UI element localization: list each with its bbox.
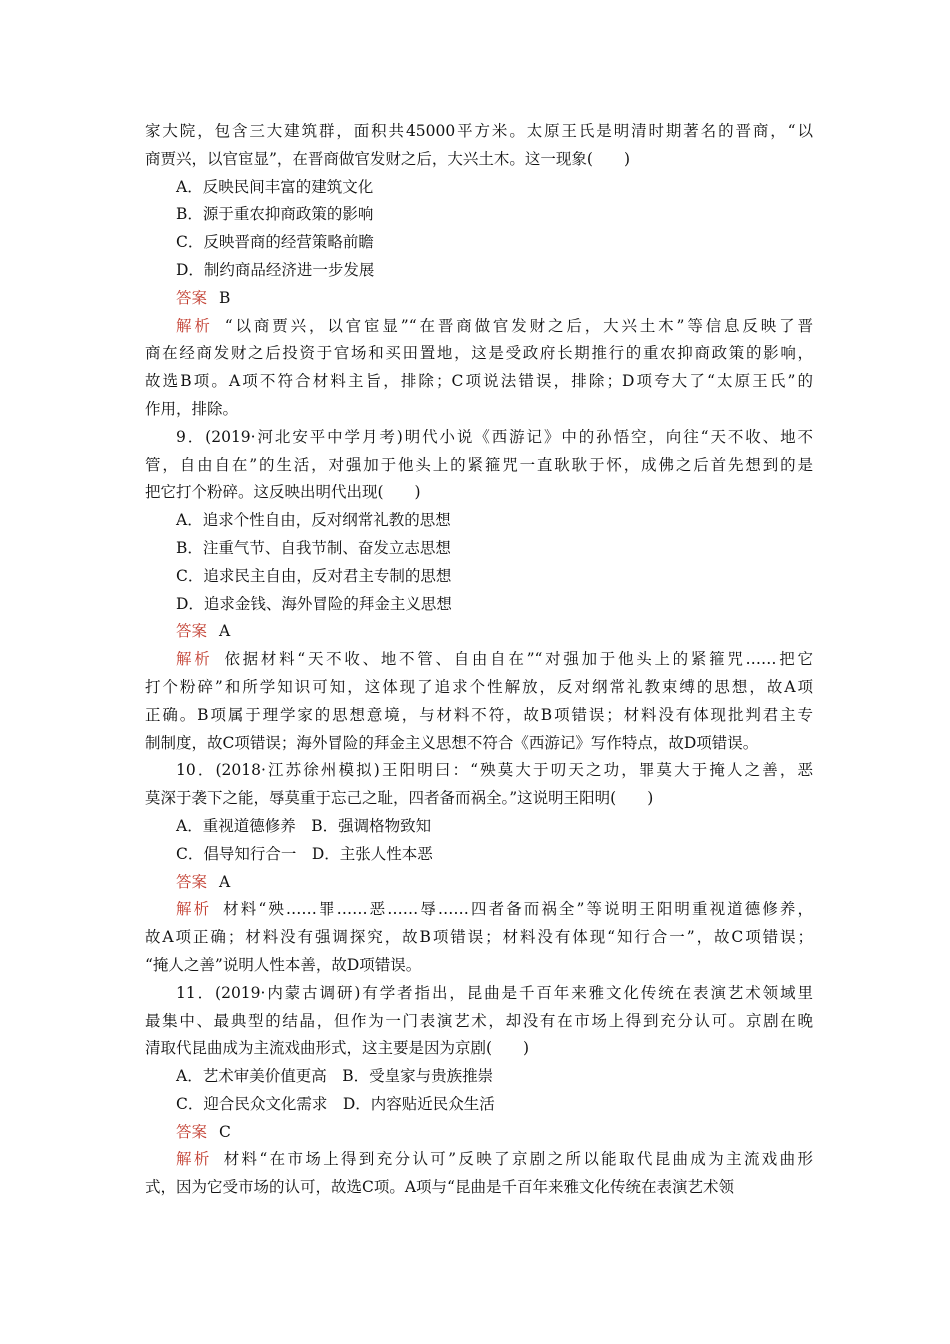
question-continuation: 最集中、最典型的结晶，但作为一门表演艺术，却没有在市场上得到充分认可。京剧在晚	[145, 1011, 813, 1030]
answer-option: A．追求个性自由，反对纲常礼教的思想	[176, 511, 451, 530]
analysis-continuation: 故选B项。A项不符合材料主旨，排除；C项说法错误，排除；D项夸大了“太原王氏”的	[145, 372, 813, 391]
analysis-line	[145, 646, 813, 674]
answer-option: A．艺术审美价值更高 B．受皇家与贵族推崇	[176, 1067, 494, 1086]
answer-line	[145, 285, 813, 313]
answer-option: C．迎合民众文化需求 D．内容贴近民众生活	[176, 1094, 495, 1113]
answer-label: 答案	[176, 288, 208, 307]
analysis-text: 材料“在市场上得到充分认可”反映了京剧之所以能取代昆曲成为主流戏曲形	[223, 1150, 813, 1169]
answer-option: C．反映晋商的经营策略前瞻	[176, 233, 374, 252]
analysis-continuation: 商在经商发财之后投资于官场和买田置地，这是受政府长期推行的重农抑商政策的影响，	[145, 344, 813, 363]
question-stem: 9．(2019·河北安平中学月考)明代小说《西游记》中的孙悟空，向往“天不收、地不	[176, 427, 813, 446]
analysis-line	[145, 896, 813, 924]
answer-value: C	[219, 1122, 231, 1141]
question-continuation: 把它打个粉碎。这反映出明代出现( )	[145, 483, 421, 502]
paragraph-line: 家大院，包含三大建筑群，面积共45000平方米。太原王氏是明清时期著名的晋商，“以	[145, 122, 813, 140]
answer-line	[145, 869, 813, 897]
analysis-line	[145, 313, 813, 341]
answer-option: B．源于重农抑商政策的影响	[176, 205, 374, 224]
answer-value: A	[219, 872, 231, 891]
analysis-continuation: 正确。B项属于理学家的思想意境，与材料不符，故B项错误；材料没有体现批判君主专	[145, 705, 813, 724]
answer-option: C．追求民主自由，反对君主专制的思想	[176, 566, 452, 585]
analysis-continuation: 故A项正确；材料没有强调探究，故B项错误；材料没有体现“知行合一”，故C项错误；	[145, 928, 813, 947]
answer-label: 答案	[176, 872, 208, 891]
answer-line	[145, 1119, 813, 1147]
answer-option: D．追求金钱、海外冒险的拜金主义思想	[176, 594, 452, 613]
question-stem: 10．(2018·江苏徐州模拟)王阳明曰：“殃莫大于叨天之功，罪莫大于掩人之善，恶	[176, 761, 813, 780]
analysis-text: 材料“殃……罪……恶……辱……四者备而祸全”等说明王阳明重视道德修养，	[223, 900, 813, 919]
analysis-label: 解析	[176, 650, 213, 669]
question-continuation: 清取代昆曲成为主流戏曲形式，这主要是因为京剧( )	[145, 1039, 530, 1058]
question-continuation: 莫深于袭下之能，辱莫重于忘己之耻，四者备而祸全。”这说明王阳明( )	[145, 789, 654, 808]
answer-option: C．倡导知行合一 D．主张人性本恶	[176, 844, 433, 863]
answer-value: B	[219, 288, 231, 307]
analysis-text: 依据材料“天不收、地不管、自由自在”“对强加于他头上的紧箍咒……把它	[224, 650, 813, 669]
analysis-continuation: 打个粉碎”和所学知识可知，这体现了追求个性解放，反对纲常礼教束缚的思想，故A项	[145, 677, 813, 696]
analysis-line	[145, 1146, 813, 1174]
analysis-continuation: 式，因为它受市场的认可，故选C项。A项与“昆曲是千百年来雅文化传统在表演艺术领	[145, 1178, 734, 1197]
answer-label: 答案	[176, 1122, 208, 1141]
analysis-continuation: “掩人之善”说明人性本善，故D项错误。	[145, 955, 422, 974]
answer-line	[145, 618, 813, 646]
answer-option: D．制约商品经济进一步发展	[176, 260, 375, 279]
answer-option: A．反映民间丰富的建筑文化	[176, 177, 374, 196]
answer-option: B．注重气节、自我节制、奋发立志思想	[176, 538, 451, 557]
analysis-label: 解析	[176, 316, 213, 335]
paragraph-line: 商贾兴，以官宦显”，在晋商做官发财之后，大兴土木。这一现象( )	[145, 149, 631, 168]
analysis-continuation: 制制度，故C项错误；海外冒险的拜金主义思想不符合《西游记》写作特点，故D项错误。	[145, 733, 759, 752]
answer-option: A．重视道德修养 B．强调格物致知	[176, 816, 432, 835]
question-continuation: 管，自由自在”的生活，对强加于他头上的紧箍咒一直耿耿于怀，成佛之后首先想到的是	[145, 455, 813, 474]
analysis-continuation: 作用，排除。	[145, 399, 239, 418]
analysis-text: “以商贾兴，以官宦显”“在晋商做官发财之后，大兴土木”等信息反映了晋	[224, 316, 813, 335]
document-page	[145, 118, 813, 1202]
question-stem: 11．(2019·内蒙古调研)有学者指出，昆曲是千百年来雅文化传统在表演艺术领域里	[176, 983, 813, 1002]
answer-value: A	[219, 622, 231, 641]
analysis-label: 解析	[176, 1150, 212, 1169]
answer-label: 答案	[176, 622, 208, 641]
analysis-label: 解析	[176, 900, 212, 919]
